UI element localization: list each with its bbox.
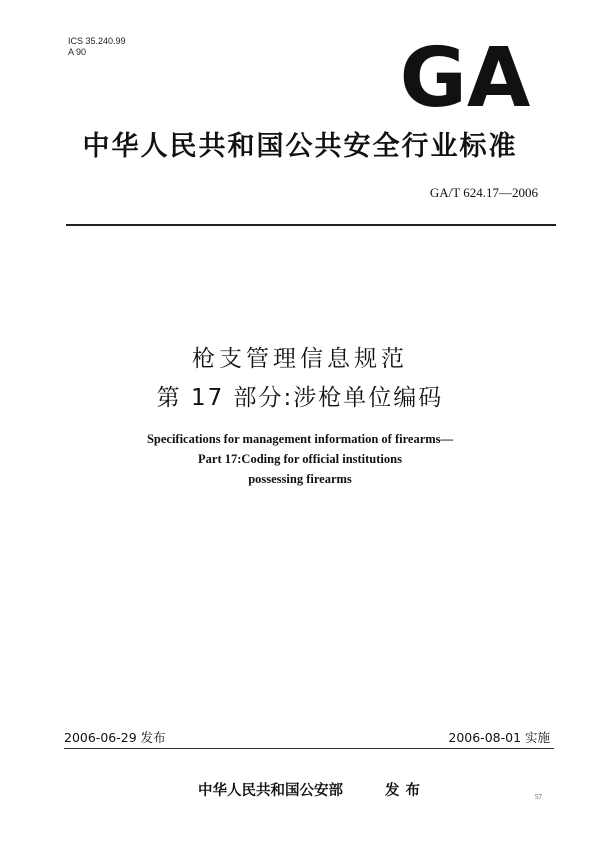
classification-codes [68, 36, 126, 58]
footer-divider [64, 748, 554, 749]
ga-logo-text: GA [400, 40, 530, 120]
publish-date: 2006-06-29 发布 [64, 730, 166, 745]
ga-logo [400, 40, 530, 120]
page-number: 57 [535, 793, 542, 801]
organization-title: 中华人民共和国公共安全行业标准 [82, 131, 518, 162]
title-cn-line2: 第 17 部分:涉枪单位编码 [156, 385, 444, 411]
ccs-code: A 90 [68, 47, 87, 57]
title-en-line3: possessing firearms [248, 472, 352, 486]
title-en-line1: Specifications for management information of firearms— [146, 432, 454, 446]
title-en-line2: Part 17:Coding for official institutions [198, 452, 402, 466]
header-divider [66, 224, 556, 226]
ics-code: ICS 35.240.99 [68, 36, 126, 46]
issue-label: 发布 [385, 783, 426, 799]
implement-date: 2006-08-01 实施 [448, 730, 550, 745]
issuer: 中华人民共和国公安部 [198, 783, 343, 799]
standard-number: GA/T 624.17—2006 [429, 185, 538, 200]
title-cn-line1: 枪支管理信息规范 [192, 346, 408, 372]
